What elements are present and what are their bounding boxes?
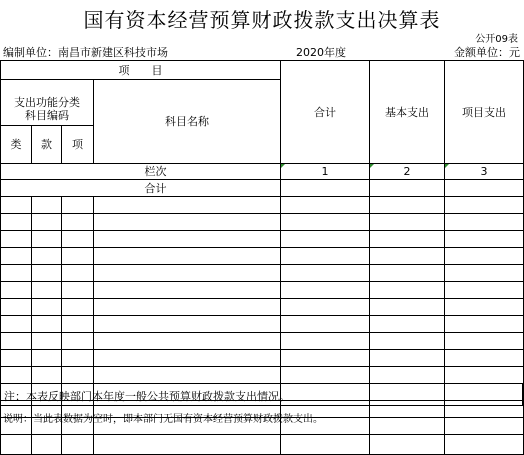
table-row xyxy=(1,333,524,350)
table-row xyxy=(1,435,524,455)
table-cell xyxy=(370,435,445,455)
table-cell xyxy=(94,265,281,282)
table-cell xyxy=(370,333,445,350)
table-cell xyxy=(445,299,524,316)
table-cell xyxy=(94,214,281,231)
table-cell xyxy=(370,367,445,384)
table-cell xyxy=(1,197,32,214)
table-cell xyxy=(1,333,32,350)
table-cell xyxy=(281,214,370,231)
basic-expenditure-header: 基本支出 xyxy=(370,61,445,164)
table-cell xyxy=(281,350,370,367)
table-cell xyxy=(281,367,370,384)
total-row-value xyxy=(445,180,524,197)
table-cell xyxy=(62,333,94,350)
table-row xyxy=(1,350,524,367)
item-header: 项 目 xyxy=(1,61,281,80)
table-cell xyxy=(281,197,370,214)
table-row xyxy=(1,265,524,282)
table-cell xyxy=(62,214,94,231)
table-cell xyxy=(445,333,524,350)
table-cell xyxy=(281,299,370,316)
table-cell xyxy=(370,248,445,265)
table-cell xyxy=(281,435,370,455)
table-cell xyxy=(281,316,370,333)
table-cell xyxy=(370,350,445,367)
table-cell xyxy=(32,282,62,299)
table-cell xyxy=(32,350,62,367)
table-cell xyxy=(445,418,524,435)
table-cell xyxy=(370,214,445,231)
table-cell xyxy=(94,333,281,350)
table-cell xyxy=(94,197,281,214)
table-cell xyxy=(32,316,62,333)
project-expenditure-header: 项目支出 xyxy=(445,61,524,164)
table-cell xyxy=(445,265,524,282)
table-cell xyxy=(370,316,445,333)
table-cell xyxy=(1,299,32,316)
table-cell xyxy=(445,214,524,231)
table-cell xyxy=(32,333,62,350)
cell-marker xyxy=(281,164,285,168)
compiling-unit: 编制单位：南昌市新建区科技市场 xyxy=(3,46,168,59)
form-code: 公开09表 xyxy=(475,34,518,45)
table-cell xyxy=(62,197,94,214)
table-cell xyxy=(62,316,94,333)
column-number-1: 1 xyxy=(281,164,370,180)
table-cell xyxy=(1,435,32,455)
table-cell xyxy=(370,265,445,282)
report-year: 2020年度 xyxy=(296,46,346,59)
table-cell xyxy=(94,248,281,265)
table-cell xyxy=(281,231,370,248)
amount-unit: 金额单位：元 xyxy=(454,46,520,59)
table-cell xyxy=(445,316,524,333)
table-cell xyxy=(1,282,32,299)
total-column-header: 合计 xyxy=(281,61,370,164)
note-row xyxy=(0,384,523,406)
column-number-2: 2 xyxy=(370,164,445,180)
table-cell xyxy=(370,299,445,316)
table-cell xyxy=(94,231,281,248)
table-cell xyxy=(32,435,62,455)
table-cell xyxy=(445,231,524,248)
table-cell xyxy=(94,435,281,455)
table-cell xyxy=(1,316,32,333)
table-cell xyxy=(445,282,524,299)
explanation-note: 说明：当此表数据为空时，即本部门无国有资本经营预算财政拨款支出。 xyxy=(3,414,323,425)
table-row xyxy=(1,231,524,248)
table-cell xyxy=(445,435,524,455)
total-row-value xyxy=(370,180,445,197)
table-row xyxy=(1,299,524,316)
table-cell xyxy=(32,299,62,316)
table-cell xyxy=(281,282,370,299)
table-cell xyxy=(32,197,62,214)
table-cell xyxy=(281,333,370,350)
table-cell xyxy=(370,197,445,214)
table-cell xyxy=(1,350,32,367)
table-cell xyxy=(32,248,62,265)
table-cell xyxy=(445,197,524,214)
table-cell xyxy=(62,248,94,265)
table-cell xyxy=(62,231,94,248)
table-cell xyxy=(62,299,94,316)
table-cell xyxy=(32,214,62,231)
table-cell xyxy=(1,367,32,384)
table-cell xyxy=(62,265,94,282)
table-cell xyxy=(370,282,445,299)
table-row xyxy=(1,248,524,265)
table-cell xyxy=(32,265,62,282)
table-cell xyxy=(94,282,281,299)
table-row xyxy=(1,367,524,384)
row-number-label: 栏次 xyxy=(1,164,281,180)
table-cell xyxy=(94,367,281,384)
table-cell xyxy=(62,435,94,455)
table-cell xyxy=(94,316,281,333)
column-number-3: 3 xyxy=(445,164,524,180)
table-cell xyxy=(94,350,281,367)
class-header: 类 xyxy=(1,126,32,164)
table-cell xyxy=(94,299,281,316)
table-row xyxy=(1,316,524,333)
section-header: 款 xyxy=(32,126,62,164)
table-cell xyxy=(281,265,370,282)
table-row xyxy=(1,197,524,214)
table-cell xyxy=(62,282,94,299)
table-cell xyxy=(445,367,524,384)
subject-name-header: 科目名称 xyxy=(94,80,281,164)
table-cell xyxy=(1,214,32,231)
table-cell xyxy=(445,248,524,265)
table-cell xyxy=(1,248,32,265)
total-row-value xyxy=(281,180,370,197)
table-cell xyxy=(32,231,62,248)
cell-marker xyxy=(445,164,449,168)
table-cell xyxy=(32,367,62,384)
item-code-header: 项 xyxy=(62,126,94,164)
table-cell xyxy=(1,265,32,282)
table-cell xyxy=(445,350,524,367)
report-title: 国有资本经营预算财政拨款支出决算表 xyxy=(83,8,441,32)
table-cell xyxy=(281,248,370,265)
table-cell xyxy=(62,367,94,384)
total-row-label: 合计 xyxy=(1,180,281,197)
table-cell xyxy=(1,231,32,248)
table-cell xyxy=(62,350,94,367)
function-classification-header: 支出功能分类 科目编码 xyxy=(1,80,94,126)
table-row xyxy=(1,214,524,231)
table-row xyxy=(1,282,524,299)
cell-marker xyxy=(370,164,374,168)
table-note: 注：本表反映部门本年度一般公共预算财政拨款支出情况。 xyxy=(4,390,290,403)
table-cell xyxy=(370,231,445,248)
table-cell xyxy=(370,418,445,435)
